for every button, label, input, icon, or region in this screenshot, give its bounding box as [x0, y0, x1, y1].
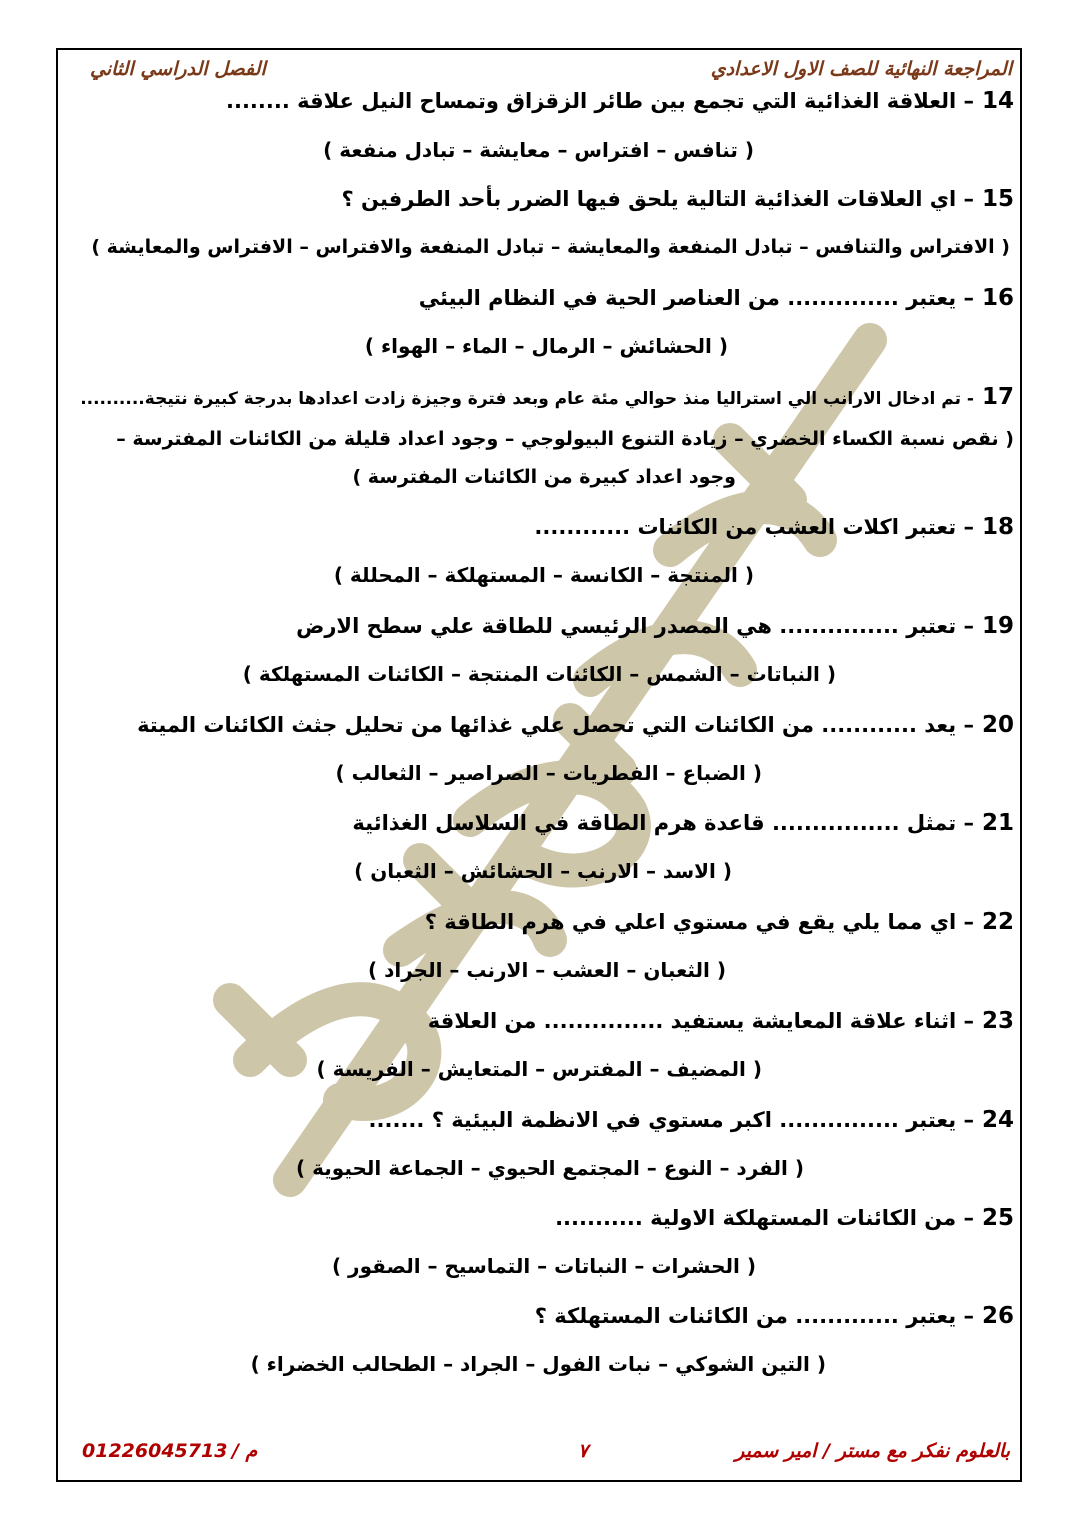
options-21: ( الاسد – الارنب – الحشائش – الثعبان ) [354, 859, 732, 883]
footer-label: م / [232, 1440, 258, 1462]
question-26: 26– يعتبر ............. من الكائنات المستهلكة ؟ [534, 1303, 1014, 1329]
question-22: 22– اي مما يلي يقع في مستوي اعلي في هرم الطاقة ؟ [424, 909, 1014, 935]
question-23: 23– اثناء علاقة المعايشة يستفيد ............... من العلاقة [427, 1008, 1014, 1034]
options-26: ( التين الشوكي – نبات الفول – الجراد – الطحالب الخضراء ) [250, 1352, 826, 1376]
footer-teacher: بالعلوم نفكر مع مستر / امير سمير [735, 1440, 1010, 1462]
options-20: ( الضباع – الفطريات – الصراصير – الثعالب ) [335, 761, 762, 785]
options-17-cont: وجود اعداد كبيرة من الكائنات المفترسة ) [352, 466, 736, 488]
footer-phone: 01226045713 [82, 1440, 228, 1462]
header-term: الفصل الدراسي الثاني [90, 58, 266, 80]
options-15: ( الافتراس والتنافس – تبادل المنفعة والمعايشة – تبادل المنفعة والافتراس – الافتراس والمعايشة ) [91, 236, 1010, 258]
question-20: 20– يعد ............ من الكائنات التي تحصل علي غذائها من تحليل جثث الكائنات الميتة [137, 712, 1014, 738]
question-15: 15– اي العلاقات الغذائية التالية يلحق فيها الضرر بأحد الطرفين ؟ [341, 186, 1014, 212]
options-17: ( نقص نسبة الكساء الخضري – زيادة التنوع البيولوجي – وجود اعداد قليلة من الكائنات المفترسة – [116, 428, 1014, 450]
question-19: 19– تعتبر ............... هي المصدر الرئيسي للطاقة علي سطح الارض [296, 613, 1014, 639]
options-22: ( الثعبان – العشب – الارنب – الجراد ) [367, 958, 726, 982]
question-18: 18– تعتبر اكلات العشب من الكائنات ............ [534, 514, 1014, 540]
page-number: ٧ [578, 1440, 589, 1462]
question-21: 21– تمثل ................ قاعدة هرم الطاقة في السلاسل الغذائية [352, 810, 1014, 836]
options-24: ( الفرد – النوع – المجتمع الحيوي – الجماعة الحيوية ) [296, 1156, 804, 1180]
options-16: ( الحشائش – الرمال – الماء – الهواء ) [364, 334, 728, 358]
options-23: ( المضيف – المفترس – المتعايش – الفريسة ) [316, 1057, 762, 1081]
options-19: ( النباتات – الشمس – الكائنات المنتجة – الكائنات المستهلكة ) [242, 662, 836, 686]
question-14: 14– العلاقة الغذائية التي تجمع بين طائر الزقزاق وتمساح النيل علاقة ........ [226, 88, 1014, 114]
question-25: 25– من الكائنات المستهلكة الاولية ........... [555, 1205, 1014, 1231]
options-14: ( تنافس – افتراس – معايشة – تبادل منفعة ) [323, 138, 754, 162]
options-18: ( المنتجة – الكانسة – المستهلكة – المحللة ) [333, 563, 754, 587]
question-24: 24– يعتبر ............... اكبر مستوي في الانظمة البيئية ؟ ....... [368, 1107, 1014, 1133]
question-16: 16– يعتبر .............. من العناصر الحية في النظام البيئي [418, 285, 1014, 311]
header-title: المراجعة النهائية للصف الاول الاعدادي [710, 58, 1012, 80]
options-25: ( الحشرات – النباتات – التماسيح – الصقور ) [331, 1254, 756, 1278]
question-17: 17- تم ادخال الارانب الي استراليا منذ حوالي مئة عام وبعد فترة وجيزة زادت اعدادها بدرجة كبيرة نتيجة.......... [80, 384, 1014, 410]
